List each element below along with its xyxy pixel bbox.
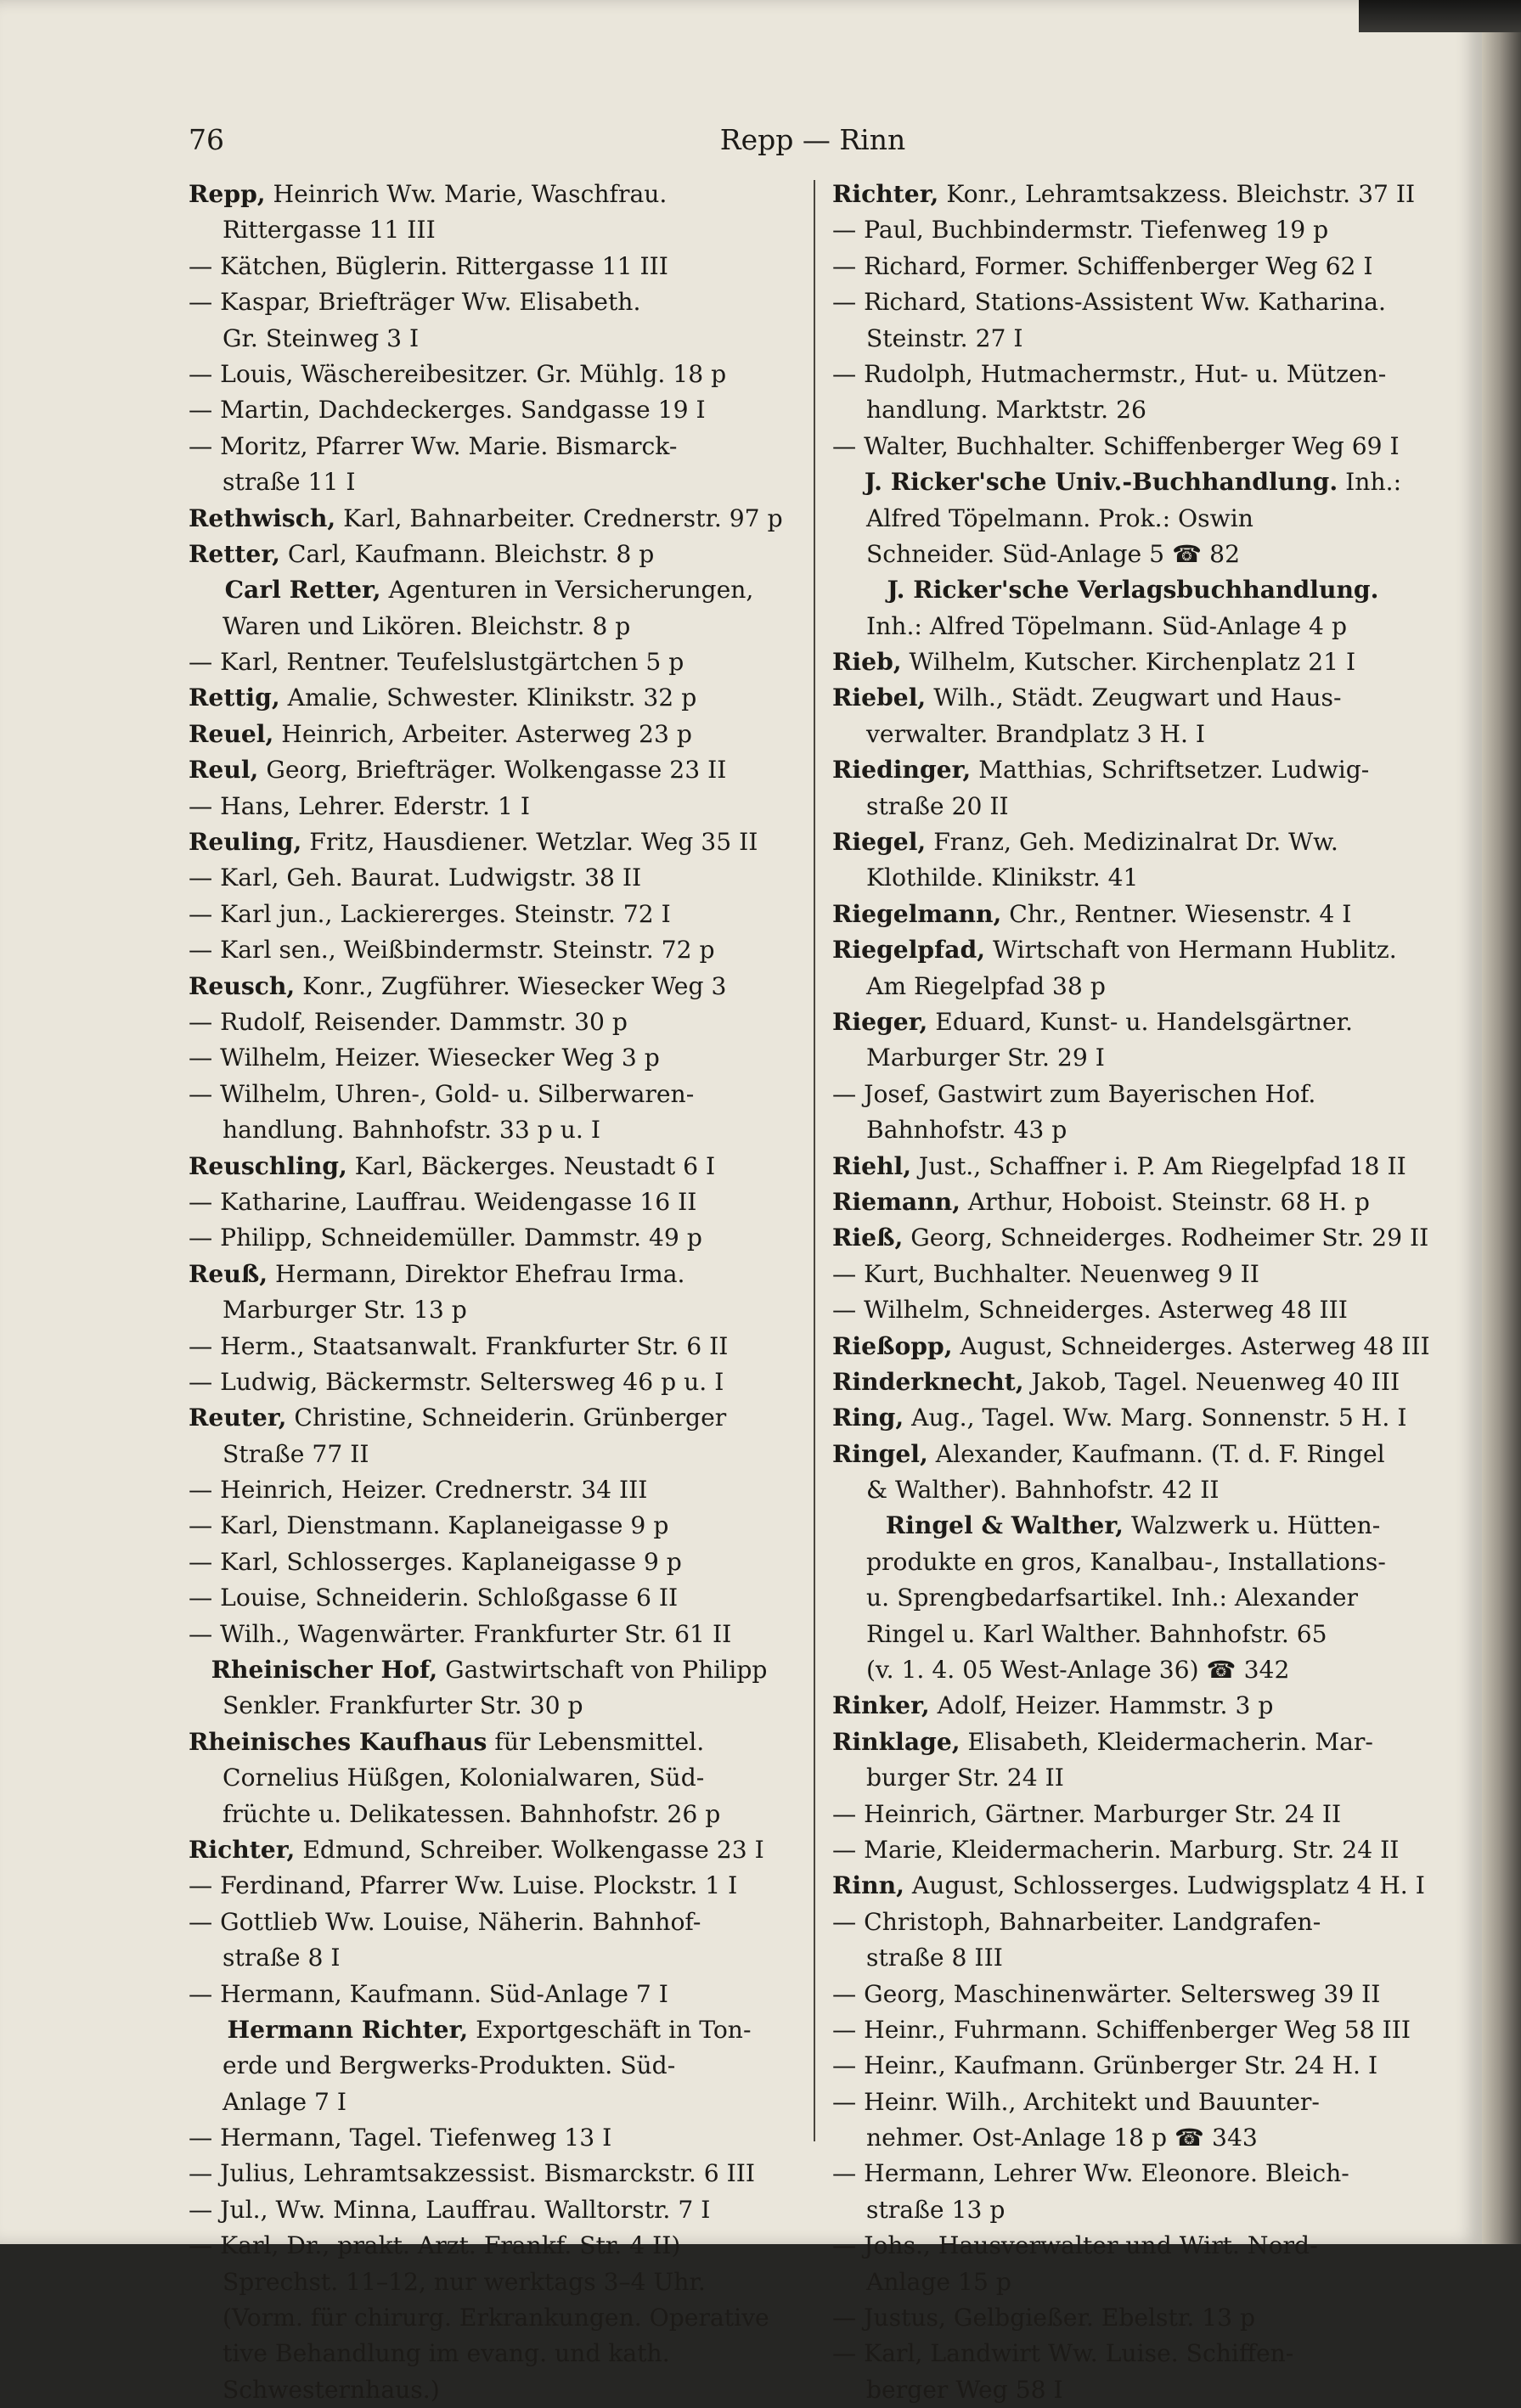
entry-text: Marburger Str. 13 p (223, 1296, 467, 1325)
directory-line (189, 1364, 790, 1400)
directory-line (832, 2084, 1434, 2120)
directory-line (832, 1977, 1434, 2012)
entry-name: Richter, (189, 1835, 296, 1864)
directory-line (189, 2048, 790, 2084)
directory-line (189, 860, 790, 896)
directory-line (832, 1580, 1434, 1616)
entry-name: Rieß, (832, 1224, 904, 1252)
directory-line (832, 2372, 1434, 2408)
entry-text: Edmund, Schreiber. Wolkengasse 23 I (295, 1835, 764, 1864)
entry-text: Georg, Briefträger. Wolkengasse 23 II (258, 756, 727, 785)
entry-name: Rinderknecht, (832, 1367, 1024, 1396)
directory-line (832, 609, 1434, 644)
entry-text: Carl, Kaufmann. Bleichstr. 8 p (279, 539, 655, 568)
entry-text: Karl, Bahnarbeiter. Crednerstr. 97 p (335, 504, 783, 532)
entry-text: — Karl sen., Weißbindermstr. Steinstr. 72 p (189, 936, 715, 965)
entry-text: — Hermann, Kaufmann. Süd-Anlage 7 I (189, 1979, 668, 2008)
directory-line (189, 1617, 790, 1652)
entry-text: erde und Bergwerks-Produkten. Süd- (223, 2051, 676, 2080)
left-column (189, 177, 790, 2408)
directory-line (832, 2336, 1434, 2371)
entry-text: — Kaspar, Briefträger Ww. Elisabeth. (189, 288, 641, 317)
entry-text: Matthias, Schriftsetzer. Ludwig- (971, 756, 1370, 785)
entry-text: — Hermann, Tagel. Tiefenweg 13 I (189, 2124, 612, 2152)
entry-text: Arthur, Hoboist. Steinstr. 68 H. p (960, 1187, 1370, 1216)
directory-line (832, 1364, 1434, 1400)
entry-text: Gr. Steinweg 3 I (223, 324, 420, 352)
directory-line (189, 284, 790, 320)
entry-text: — Karl, Schlosserges. Kaplaneigasse 9 p (189, 1547, 682, 1576)
entry-text: — Karl, Dr., prakt. Arzt. Frankf. Str. 4 II) (189, 2231, 681, 2260)
directory-line (832, 1544, 1434, 1580)
entry-text: — Herm., Staatsanwalt. Frankfurter Str. 6 II (189, 1331, 729, 1360)
directory-line (832, 537, 1434, 572)
entry-text: — Marie, Kleidermacherin. Marburg. Str. 24 II (832, 1835, 1400, 1864)
directory-line (832, 464, 1434, 500)
entry-text: — Heinr. Wilh., Architekt und Bauunter- (832, 2087, 1320, 2116)
directory-line (189, 2336, 790, 2371)
entry-text: verwalter. Brandplatz 3 H. I (866, 719, 1206, 748)
directory-line (189, 537, 790, 572)
entry-text: — Georg, Maschinenwärter. Seltersweg 39 II (832, 1979, 1381, 2008)
entry-name: Rinn, (832, 1871, 904, 1900)
directory-line (832, 1437, 1434, 1472)
directory-line (189, 932, 790, 968)
directory-line (189, 1724, 790, 1760)
entry-text: — Walter, Buchhalter. Schiffenberger Weg 69 I (832, 431, 1400, 460)
entry-text: — Christoph, Bahnarbeiter. Landgrafen- (832, 1907, 1321, 1936)
entry-text: — Julius, Lehramtsakzessist. Bismarckstr. 6 III (189, 2159, 756, 2188)
directory-line (189, 1004, 790, 1040)
entry-text: u. Sprengbedarfsartikel. Inh.: Alexander (866, 1584, 1359, 1612)
entry-text: Steinstr. 27 I (866, 324, 1023, 352)
entry-name: Rheinisches Kaufhaus (189, 1727, 487, 1756)
entry-text: (v. 1. 4. 05 West-Anlage 36) ☎ 342 (866, 1656, 1290, 1685)
entry-text: Waren und Likören. Bleichstr. 8 p (223, 611, 631, 640)
entry-text: Wirtschaft von Hermann Hublitz. (985, 936, 1397, 965)
entry-text: & Walther). Bahnhofstr. 42 II (866, 1476, 1220, 1505)
entry-name: Rießopp, (832, 1331, 953, 1360)
entry-text: Schneider. Süd-Anlage 5 ☎ 82 (866, 539, 1241, 568)
entry-text: Chr., Rentner. Wiesenstr. 4 I (1001, 899, 1352, 928)
entry-text: Wilhelm, Kutscher. Kirchenplatz 21 I (901, 648, 1356, 677)
directory-line (832, 572, 1434, 608)
entry-text: August, Schlosserges. Ludwigsplatz 4 H. I (904, 1871, 1425, 1900)
entry-text: straße 8 I (223, 1944, 341, 1972)
entry-text: — Karl, Dienstmann. Kaplaneigasse 9 p (189, 1511, 669, 1540)
directory-line (189, 1329, 790, 1364)
directory-line (189, 1040, 790, 1076)
entry-name: Ring, (832, 1404, 904, 1432)
entry-text: Elisabeth, Kleidermacherin. Mar- (960, 1727, 1373, 1756)
directory-line (189, 1760, 790, 1796)
entry-name: Riehl, (832, 1151, 912, 1180)
directory-line (189, 2300, 790, 2336)
directory-line (189, 680, 790, 716)
entry-text: Christine, Schneiderin. Grünberger (286, 1404, 727, 1432)
directory-line (832, 321, 1434, 357)
entry-text: Alexander, Kaufmann. (T. d. F. Ringel (927, 1439, 1385, 1468)
entry-text: — Kurt, Buchhalter. Neuenweg 9 II (832, 1259, 1259, 1288)
entry-text: Adolf, Heizer. Hammstr. 3 p (929, 1691, 1274, 1720)
directory-line (189, 789, 790, 824)
entry-name: J. Ricker'sche Verlagsbuchhandlung. (887, 576, 1379, 605)
directory-line (832, 1724, 1434, 1760)
directory-line (189, 1077, 790, 1112)
directory-line (189, 717, 790, 752)
directory-line (832, 1797, 1434, 1832)
directory-line (189, 572, 790, 608)
entry-text: Walzwerk u. Hütten- (1123, 1511, 1381, 1540)
entry-name: Hermann Richter, (227, 2015, 469, 2044)
entry-text: — Hans, Lehrer. Ederstr. 1 I (189, 791, 530, 820)
entry-text: Schwesternhaus.) (223, 2375, 440, 2404)
entry-text: — Katharine, Lauffrau. Weidengasse 16 II (189, 1187, 697, 1216)
entry-text: früchte u. Delikatessen. Bahnhofstr. 26 p (223, 1799, 721, 1828)
entry-text: Rittergasse 11 III (223, 216, 436, 245)
entry-text: — Karl jun., Lackiererges. Steinstr. 72 I (189, 899, 671, 928)
entry-text: Konr., Zugführer. Wiesecker Weg 3 (295, 971, 727, 1000)
directory-line (189, 501, 790, 537)
directory-line (189, 2192, 790, 2228)
entry-text: Gastwirtschaft von Philipp (437, 1656, 768, 1685)
directory-line (189, 429, 790, 464)
entry-text: straße 13 p (866, 2195, 1006, 2224)
entry-text: Aug., Tagel. Ww. Marg. Sonnenstr. 5 H. I (904, 1404, 1407, 1432)
entry-text: Just., Schaffner i. P. Am Riegelpfad 18 II (911, 1151, 1406, 1180)
entry-text: — Josef, Gastwirt zum Bayerischen Hof. (832, 1079, 1316, 1108)
entry-name: Rettig, (189, 684, 280, 712)
entry-text: Cornelius Hüßgen, Kolonialwaren, Süd- (223, 1764, 705, 1792)
directory-line (189, 2084, 790, 2120)
directory-line (189, 824, 790, 860)
entry-name: Rinker, (832, 1691, 930, 1720)
entry-text: August, Schneiderges. Asterweg 48 III (952, 1331, 1430, 1360)
entry-text: Anlage 15 p (866, 2267, 1011, 2296)
entry-name: Retter, (189, 539, 280, 568)
entry-text: für Lebensmittel. (487, 1727, 705, 1756)
directory-line (832, 2300, 1434, 2336)
entry-name: Reuel, (189, 719, 274, 748)
directory-line (832, 501, 1434, 537)
entry-text: produkte en gros, Kanalbau-, Installations- (866, 1547, 1386, 1576)
entry-text: — Martin, Dachdeckerges. Sandgasse 19 I (189, 396, 706, 425)
entry-text: — Rudolf, Reisender. Dammstr. 30 p (189, 1007, 628, 1036)
entry-text: Agenturen in Versicherungen, (380, 576, 754, 605)
entry-text: Heinrich Ww. Marie, Waschfrau. (265, 180, 668, 208)
entry-text: — Karl, Geh. Baurat. Ludwigstr. 38 II (189, 864, 642, 892)
directory-line (189, 357, 790, 392)
entry-name: Rinklage, (832, 1727, 960, 1756)
directory-line (189, 609, 790, 644)
directory-line (189, 969, 790, 1004)
directory-line (189, 2228, 790, 2264)
directory-line (189, 1940, 790, 1976)
directory-line (189, 1688, 790, 1724)
directory-line (832, 1040, 1434, 1076)
entry-text: Straße 77 II (223, 1439, 369, 1468)
directory-line (189, 644, 790, 680)
directory-line (832, 429, 1434, 464)
entry-text: Exportgeschäft in Ton- (468, 2015, 752, 2044)
directory-line (189, 1292, 790, 1328)
directory-line (832, 2120, 1434, 2156)
entry-text: — Kätchen, Büglerin. Rittergasse 11 III (189, 251, 668, 280)
entry-text: — Heinr., Kaufmann. Grünberger Str. 24 H. I (832, 2051, 1378, 2080)
directory-line (189, 1220, 790, 1256)
directory-line (189, 177, 790, 212)
entry-text: Ringel u. Karl Walther. Bahnhofstr. 65 (866, 1619, 1327, 1648)
entry-name: Ringel, (832, 1439, 928, 1468)
entry-text: — Hermann, Lehrer Ww. Eleonore. Bleich- (832, 2159, 1349, 2188)
entry-text: straße 20 II (866, 791, 1009, 820)
entry-text: — Louis, Wäschereibesitzer. Gr. Mühlg. 18 p (189, 359, 727, 388)
entry-text: Wilh., Städt. Zeugwart und Haus- (926, 684, 1342, 712)
entry-name: Rieger, (832, 1007, 928, 1036)
directory-line (189, 1112, 790, 1148)
entry-name: Rethwisch, (189, 504, 336, 532)
directory-line (832, 357, 1434, 392)
directory-line (189, 2156, 790, 2191)
directory-line (832, 1004, 1434, 1040)
entry-text: — Wilhelm, Uhren-, Gold- u. Silberwaren- (189, 1079, 695, 1108)
directory-line (189, 249, 790, 284)
directory-line (832, 1149, 1434, 1184)
directory-line (832, 680, 1434, 716)
entry-name: Richter, (832, 180, 939, 208)
entry-text: — Johs., Hausverwalter und Wirt. Nord- (832, 2231, 1318, 2260)
directory-line (832, 1329, 1434, 1364)
directory-line (832, 1112, 1434, 1148)
entry-name: Reuling, (189, 828, 302, 857)
directory-line (189, 1977, 790, 2012)
entry-text: Heinrich, Arbeiter. Asterweg 23 p (273, 719, 692, 748)
entry-name: J. Ricker'sche Univ.-Buchhandlung. (864, 468, 1338, 497)
directory-line (832, 789, 1434, 824)
entry-name: Riebel, (832, 684, 927, 712)
entry-text: — Richard, Former. Schiffenberger Weg 62 I (832, 251, 1373, 280)
entry-text: Am Riegelpfad 38 p (866, 971, 1106, 1000)
directory-line (189, 392, 790, 428)
entry-text: straße 11 I (223, 468, 356, 497)
directory-line (832, 2192, 1434, 2228)
entry-text: handlung. Bahnhofstr. 33 p u. I (223, 1116, 600, 1145)
directory-line (832, 2228, 1434, 2264)
entry-name: Reuter, (189, 1404, 287, 1432)
entry-text: straße 8 III (866, 1944, 1003, 1972)
directory-line (832, 212, 1434, 248)
entry-text: — Heinr., Fuhrmann. Schiffenberger Weg 58 III (832, 2015, 1411, 2044)
directory-line (832, 932, 1434, 968)
directory-line (832, 717, 1434, 752)
directory-line (832, 1220, 1434, 1256)
directory-line (832, 284, 1434, 320)
book-edge (1482, 0, 1521, 2244)
entry-text: — Karl, Rentner. Teufelslustgärtchen 5 p (189, 648, 684, 677)
entry-text: — Karl, Landwirt Ww. Luise. Schiffen- (832, 2339, 1294, 2368)
directory-line (189, 1149, 790, 1184)
entry-text: — Jul., Ww. Minna, Lauffrau. Walltorstr. 7 I (189, 2195, 711, 2224)
entry-text: Inh.: (1338, 468, 1402, 497)
directory-line (832, 1940, 1434, 1976)
entry-text: burger Str. 24 II (866, 1764, 1064, 1792)
entry-text: Eduard, Kunst- u. Handelsgärtner. (927, 1007, 1353, 1036)
running-head: Repp — Rinn (719, 123, 906, 156)
directory-line (832, 1257, 1434, 1292)
entry-text: Franz, Geh. Medizinalrat Dr. Ww. (926, 828, 1338, 857)
entry-name: Repp, (189, 180, 266, 208)
entry-text: — Wilh., Wagenwärter. Frankfurter Str. 61 II (189, 1619, 732, 1648)
page-header (189, 123, 1437, 166)
directory-line (189, 2012, 790, 2048)
directory-line (832, 969, 1434, 1004)
entry-text: Senkler. Frankfurter Str. 30 p (223, 1691, 583, 1720)
entry-text: Karl, Bäckerges. Neustadt 6 I (346, 1151, 716, 1180)
entry-name: Riegel, (832, 828, 927, 857)
entry-name: Riegelmann, (832, 899, 1002, 928)
directory-line (189, 321, 790, 357)
entry-name: Reuß, (189, 1259, 268, 1288)
entry-text: Marburger Str. 29 I (866, 1044, 1105, 1072)
directory-line (189, 1508, 790, 1544)
directory-line (189, 1580, 790, 1616)
entry-text: — Heinrich, Gärtner. Marburger Str. 24 II (832, 1799, 1342, 1828)
directory-line (189, 1652, 790, 1688)
entry-text: — Heinrich, Heizer. Crednerstr. 34 III (189, 1476, 648, 1505)
entry-text: Georg, Schneiderges. Rodheimer Str. 29 II (903, 1224, 1429, 1252)
entry-name: Rheinischer Hof, (211, 1656, 438, 1685)
entry-text: Sprechst. 11–12, nur werktags 3–4 Uhr. (223, 2267, 706, 2296)
entry-text: (Vorm. für chirurg. Erkrankungen. Operative (223, 2304, 769, 2332)
directory-line (189, 1832, 790, 1868)
directory-line (832, 1868, 1434, 1904)
entry-text: — Ludwig, Bäckermstr. Seltersweg 46 p u. I (189, 1367, 724, 1396)
entry-name: Riemann, (832, 1187, 960, 1216)
entry-name: Rieb, (832, 648, 902, 677)
directory-line (189, 1904, 790, 1940)
entry-text: berger Weg 58 I (866, 2375, 1063, 2404)
directory-line (832, 897, 1434, 932)
entry-name: Riegelpfad, (832, 936, 986, 965)
entry-text: Jakob, Tagel. Neuenweg 40 III (1023, 1367, 1400, 1396)
directory-line (832, 824, 1434, 860)
entry-text: Alfred Töpelmann. Prok.: Oswin (866, 504, 1253, 532)
directory-line (832, 392, 1434, 428)
entry-name: Carl Retter, (224, 576, 381, 605)
directory-line (832, 860, 1434, 896)
directory-line (832, 1904, 1434, 1940)
directory-line (189, 212, 790, 248)
entry-name: Riedinger, (832, 756, 972, 785)
directory-line (832, 1508, 1434, 1544)
entry-text: — Philipp, Schneidemüller. Dammstr. 49 p (189, 1224, 702, 1252)
directory-line (189, 752, 790, 788)
directory-line (832, 1292, 1434, 1328)
directory-line (832, 249, 1434, 284)
entry-text: handlung. Marktstr. 26 (866, 396, 1146, 425)
entry-text: Fritz, Hausdiener. Wetzlar. Weg 35 II (301, 828, 758, 857)
entry-text: Amalie, Schwester. Klinikstr. 32 p (279, 684, 697, 712)
directory-line (189, 897, 790, 932)
directory-line (832, 2048, 1434, 2084)
directory-line (189, 1400, 790, 1436)
entry-text: Anlage 7 I (223, 2087, 347, 2116)
directory-line (832, 1760, 1434, 1796)
directory-line (832, 1400, 1434, 1436)
entry-text: nehmer. Ost-Anlage 18 p ☎ 343 (866, 2124, 1258, 2152)
entry-text: Klothilde. Klinikstr. 41 (866, 864, 1139, 892)
directory-line (189, 1257, 790, 1292)
directory-line (832, 1832, 1434, 1868)
directory-line (189, 1437, 790, 1472)
directory-line (832, 1077, 1434, 1112)
directory-line (832, 2156, 1434, 2191)
directory-line (832, 1688, 1434, 1724)
entry-text: — Wilhelm, Schneiderges. Asterweg 48 III (832, 1296, 1348, 1325)
page-number: 76 (189, 123, 224, 156)
entry-text: — Wilhelm, Heizer. Wiesecker Weg 3 p (189, 1044, 660, 1072)
directory-line (832, 644, 1434, 680)
entry-text: — Richard, Stations-Assistent Ww. Katharina. (832, 288, 1386, 317)
entry-text: — Gottlieb Ww. Louise, Näherin. Bahnhof- (189, 1907, 701, 1936)
directory-line (189, 1797, 790, 1832)
entry-text: — Moritz, Pfarrer Ww. Marie. Bismarck- (189, 431, 678, 460)
directory-line (832, 2012, 1434, 2048)
directory-line (189, 1472, 790, 1508)
directory-line (832, 2265, 1434, 2300)
directory-line (832, 1472, 1434, 1508)
entry-text: Konr., Lehramtsakzess. Bleichstr. 37 II (938, 180, 1416, 208)
entry-text: — Rudolph, Hutmachermstr., Hut- u. Mützen- (832, 359, 1387, 388)
entry-text: — Paul, Buchbindermstr. Tiefenweg 19 p (832, 216, 1329, 245)
directory-line (832, 1652, 1434, 1688)
entry-text: Inh.: Alfred Töpelmann. Süd-Anlage 4 p (866, 611, 1347, 640)
directory-line (189, 2265, 790, 2300)
entry-text: tive Behandlung im evang. und kath. (223, 2339, 670, 2368)
entry-name: Reul, (189, 756, 259, 785)
column-divider (814, 180, 815, 2141)
right-column (832, 177, 1434, 2408)
book-cover-corner (1359, 0, 1521, 32)
directory-line (189, 1868, 790, 1904)
directory-line (832, 752, 1434, 788)
entry-name: Ringel & Walther, (885, 1511, 1124, 1540)
directory-line (189, 464, 790, 500)
directory-line (832, 1184, 1434, 1220)
entry-text: — Justus, Gelbgießer. Ebelstr. 13 p (832, 2304, 1256, 2332)
entry-text: Hermann, Direktor Ehefrau Irma. (268, 1259, 685, 1288)
entry-text: Bahnhofstr. 43 p (866, 1116, 1068, 1145)
directory-line (832, 1617, 1434, 1652)
directory-line (189, 2372, 790, 2408)
directory-line (832, 177, 1434, 212)
directory-line (189, 1544, 790, 1580)
directory-line (189, 1184, 790, 1220)
directory-line (189, 2120, 790, 2156)
entry-text: — Ferdinand, Pfarrer Ww. Luise. Plockstr. 1 I (189, 1871, 738, 1900)
entry-text: — Louise, Schneiderin. Schloßgasse 6 II (189, 1584, 679, 1612)
entry-name: Reusch, (189, 971, 296, 1000)
entry-name: Reuschling, (189, 1151, 347, 1180)
